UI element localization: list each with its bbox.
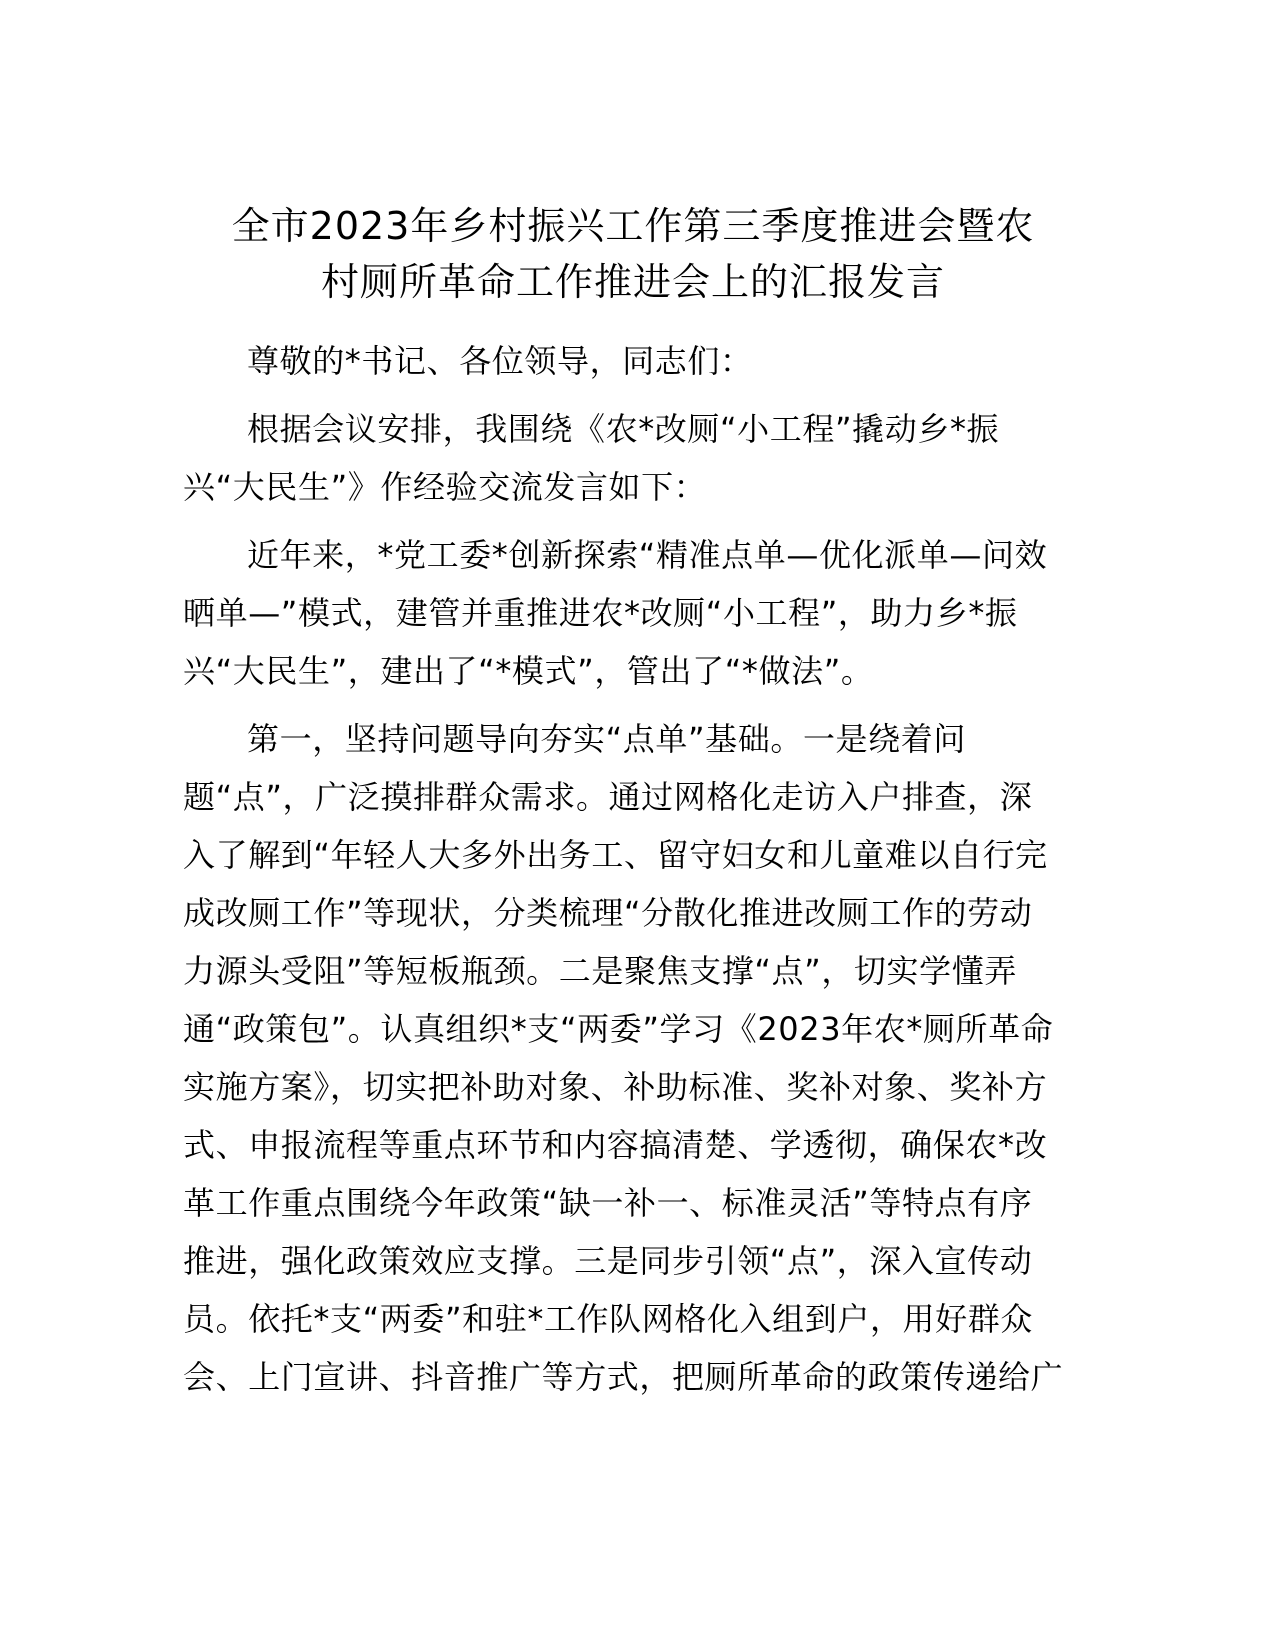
paragraph-line: 式、申报流程等重点环节和内容搞清楚、学透彻，确保农*改 xyxy=(183,1126,1048,1164)
paragraph-line: 成改厕工作”等现状，分类梳理“分散化推进改厕工作的劳动 xyxy=(183,894,1033,932)
paragraph-line: 入了解到“年轻人大多外出务工、留守妇女和儿童难以自行完 xyxy=(183,836,1048,874)
paragraph-intro xyxy=(183,400,1083,516)
paragraph-line: 题“点”，广泛摸排群众需求。通过网格化走访入户排查，深 xyxy=(183,778,1033,816)
paragraph-line: 兴“大民生”，建出了“*模式”，管出了“*做法”。 xyxy=(183,652,874,690)
paragraph-line: 员。依托*支“两委”和驻*工作队网格化入组到户，用好群众 xyxy=(183,1300,1033,1338)
paragraph-line: 力源头受阻”等短板瓶颈。二是聚焦支撑“点”，切实学懂弄 xyxy=(183,952,1017,990)
paragraph-line: 近年来，*党工委*创新探索“精准点单—优化派单—问效 xyxy=(247,536,1048,574)
title-line: 全市2023年乡村振兴工作第三季度推进会暨农 xyxy=(231,204,1035,248)
paragraph-line: 通“政策包”。认真组织*支“两委”学习《2023年农*厕所革命 xyxy=(183,1010,1054,1048)
document-title xyxy=(183,198,1083,310)
salutation-text: 尊敬的*书记、各位领导，同志们： xyxy=(247,342,753,380)
salutation xyxy=(183,332,1083,390)
paragraph-first-point xyxy=(183,710,1083,1406)
paragraph-line: 晒单—”模式，建管并重推进农*改厕“小工程”，助力乡*振 xyxy=(183,594,1018,632)
paragraph-line: 兴“大民生”》作经验交流发言如下： xyxy=(183,468,707,506)
paragraph-line: 根据会议安排，我围绕《农*改厕“小工程”撬动乡*振 xyxy=(247,410,1000,448)
title-line: 村厕所革命工作推进会上的汇报发言 xyxy=(320,260,945,304)
paragraph-line: 推进，强化政策效应支撑。三是同步引领“点”，深入宣传动 xyxy=(183,1242,1033,1280)
paragraph-overview xyxy=(183,526,1083,700)
paragraph-line: 革工作重点围绕今年政策“缺一补一、标准灵活”等特点有序 xyxy=(183,1184,1033,1222)
paragraph-line: 会、上门宣讲、抖音推广等方式，把厕所革命的政策传递给广 xyxy=(183,1358,1064,1396)
document-page xyxy=(183,198,1083,1406)
paragraph-line: 第一，坚持问题导向夯实“点单”基础。一是绕着问 xyxy=(247,720,966,758)
paragraph-line: 实施方案》，切实把补助对象、补助标准、奖补对象、奖补方 xyxy=(183,1068,1048,1106)
